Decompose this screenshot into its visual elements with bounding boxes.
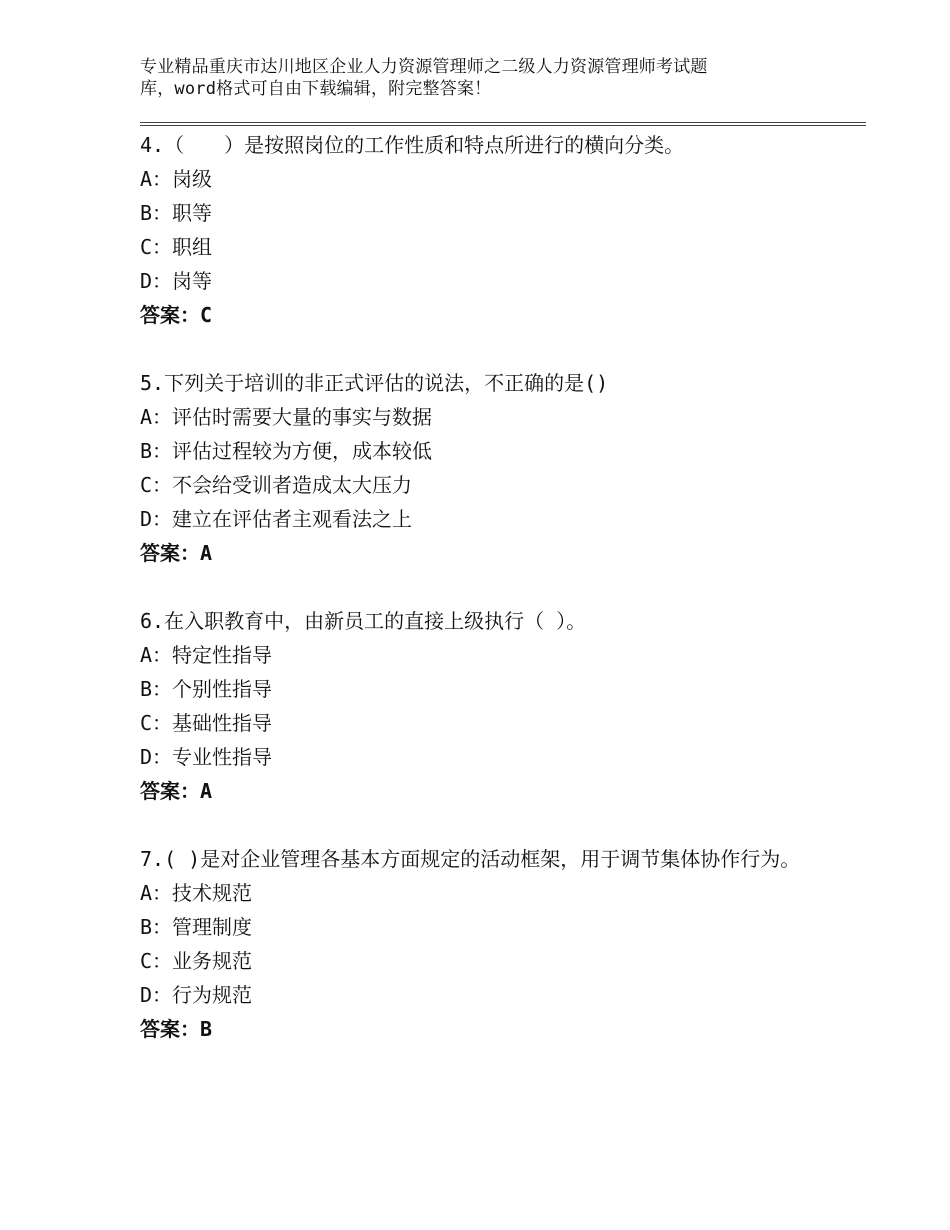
answer-label: 答案：C: [140, 303, 213, 327]
question-5: [140, 366, 840, 570]
option-d: D：专业性指导: [140, 745, 273, 769]
option-a: A：特定性指导: [140, 643, 273, 667]
answer-label: 答案：A: [140, 541, 213, 565]
option-c: C：职组: [140, 235, 213, 259]
header-line-2: 库，word格式可自由下载编辑，附完整答案！: [140, 79, 492, 99]
question-stem: 4.（ ）是按照岗位的工作性质和特点所进行的横向分类。: [140, 133, 685, 157]
option-c: C：不会给受训者造成太大压力: [140, 473, 413, 497]
option-b: B：个别性指导: [140, 677, 273, 701]
question-stem: 5.下列关于培训的非正式评估的说法，不正确的是(): [140, 371, 609, 395]
question-list: [140, 128, 840, 1046]
question-spacer: [140, 808, 840, 842]
document-header: [140, 56, 800, 100]
question-7: [140, 842, 840, 1046]
answer-label: 答案：A: [140, 779, 213, 803]
answer-label: 答案：B: [140, 1017, 213, 1041]
option-c: C：基础性指导: [140, 711, 273, 735]
question-spacer: [140, 570, 840, 604]
question-stem: 6.在入职教育中，由新员工的直接上级执行（ ）。: [140, 609, 587, 633]
header-line-1: 专业精品重庆市达川地区企业人力资源管理师之二级人力资源管理师考试题: [140, 57, 708, 77]
option-d: D：行为规范: [140, 983, 253, 1007]
option-d: D：建立在评估者主观看法之上: [140, 507, 413, 531]
option-b: B：管理制度: [140, 915, 253, 939]
option-a: A：岗级: [140, 167, 213, 191]
question-6: [140, 604, 840, 808]
question-4: [140, 128, 840, 332]
option-c: C：业务规范: [140, 949, 253, 973]
option-a: A：评估时需要大量的事实与数据: [140, 405, 433, 429]
option-d: D：岗等: [140, 269, 213, 293]
question-stem: 7.( )是对企业管理各基本方面规定的活动框架，用于调节集体协作行为。: [140, 847, 801, 871]
option-b: B：评估过程较为方便，成本较低: [140, 439, 433, 463]
question-spacer: [140, 332, 840, 366]
option-b: B：职等: [140, 201, 213, 225]
header-divider-bottom: [140, 125, 866, 126]
option-a: A：技术规范: [140, 881, 253, 905]
header-divider-top: [140, 122, 866, 123]
